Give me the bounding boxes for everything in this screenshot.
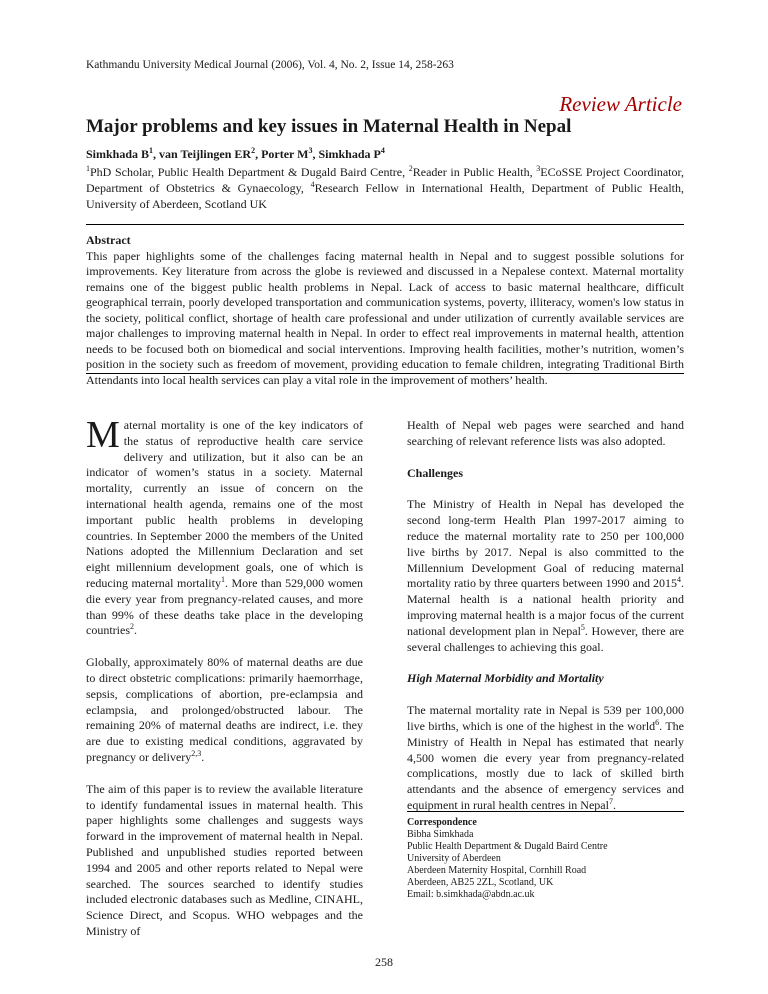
author-marker: 3 (308, 146, 313, 155)
paragraph-text: . More than 529,000 women die every year from pregnancy-related causes, and more than 99% of these deaths take place in the developing countries (86, 575, 364, 638)
article-title: Major problems and key issues in Maternal Health in Nepal (86, 116, 572, 137)
correspondence-line: Public Health Department & Dugald Baird Centre (407, 841, 608, 852)
abstract-block (86, 233, 684, 388)
affiliation-text: ECoSSE Project Coordinator, Department of Obstetrics & Gynaecology, (86, 165, 685, 195)
journal-citation: Kathmandu University Medical Journal (2006), Vol. 4, No. 2, Issue 14, 258-263 (86, 59, 454, 71)
reference-marker: 1 (220, 574, 225, 584)
page-number: 258 (375, 955, 393, 969)
author-marker: 4 (380, 146, 385, 155)
abstract-bottom-rule (86, 373, 684, 374)
affiliation-text: PhD Scholar, Public Health Department & Dugald Baird Centre, (90, 165, 409, 179)
affiliation-marker: 3 (536, 164, 541, 173)
body-paragraph (407, 497, 684, 655)
correspondence-line: Aberdeen Maternity Hospital, Cornhill Road (407, 865, 587, 876)
author-name: Simkhada B (86, 147, 150, 161)
body-paragraph: The aim of this paper is to review the available literature to identify fundamental issues in maternal health. This paper highlights some challenges and suggests ways forward in the improvement of maternal health in Nepal. Published and unpublished studies reported between 1994 and 2005 and other reports related to Nepal were searched. The sources searched to identify studies included electronic databases such as Medline, CINAHL, Science Direct, and Scopus. WHO webpages and the Ministry of (86, 781, 363, 938)
correspondence-line: Bibha Simkhada (407, 829, 474, 840)
reference-marker: 4 (677, 575, 681, 585)
affiliation-marker: 1 (86, 164, 90, 173)
author-name: Porter M (261, 147, 309, 161)
reference-marker: 2,3 (191, 748, 202, 758)
affiliations (86, 164, 684, 212)
reference-marker: 2 (130, 622, 134, 632)
paragraph-text: . (201, 749, 205, 764)
correspondence-email[interactable]: Email: b.simkhada@abdn.ac.uk (407, 889, 535, 900)
reference-marker: 5 (580, 622, 585, 632)
affiliation-text: Reader in Public Health, (412, 165, 537, 179)
body-paragraph: Health of Nepal web pages were searched and hand searching of relevant reference lists was also adopted. (407, 418, 684, 448)
abstract-top-rule (86, 224, 684, 225)
author-name: Simkhada P (318, 147, 381, 161)
correspondence-rule (407, 811, 684, 812)
paragraph-text: . (612, 797, 616, 812)
article-type-label: Review Article (559, 92, 682, 116)
correspondence-line: University of Aberdeen (407, 853, 501, 864)
affiliation-marker: 2 (408, 164, 413, 173)
paragraph-text: . The Ministry of Health in Nepal has estimated that nearly 4,500 women die every year from pregnancy-related complications, mostly due to lack of skilled birth attendants and the absence of emergency services and equipment in rural health centres in Nepal (407, 718, 684, 812)
author-name: van Teijlingen ER (159, 147, 252, 161)
author-marker: 2 (251, 146, 256, 155)
author-marker: 1 (149, 146, 154, 155)
left-column (86, 414, 364, 956)
drop-cap: M (86, 414, 120, 456)
affiliation-text: Research Fellow in International Health, Department of Public Health, University of Aberdeen, Scotland UK (86, 181, 685, 211)
right-column (407, 418, 684, 830)
paragraph-text: Globally, approximately 80% of maternal deaths are due to direct obstetric complications: primarily haemorrhage, sepsis, complications of abortion, pre-eclampsia and eclampsia, and prolonged/obstructed labour. The remaining 20% of maternal deaths are indirect, i.e. they are due to existing medical conditions, aggravated by pregnancy or delivery (86, 655, 363, 764)
correspondence-line: Aberdeen, AB25 2ZL, Scotland, UK (407, 877, 554, 888)
abstract-heading: Abstract (86, 233, 131, 247)
paragraph-text: . However, there are several challenges to achieving this goal. (407, 623, 684, 654)
correspondence-box (407, 811, 684, 901)
author-list: Simkhada $B^1$, van Teijlingen $ER^2$, Porter $M^3$, Simkhada $P^4$ (86, 146, 385, 161)
body-paragraph (86, 655, 363, 766)
paragraph-text: aternal mortality is one of the key indicators of the status of reproductive health care service delivery and utilization, but it also can be an indicator of women’s status in a society. Maternal mortality, currently an issue of concern on the international health agenda, remains one of the most important public health problems in developing countries. In September 2000 the members of the United Nations adopted the Millennium Declaration and set eight millennium development goals, one of which is reducing maternal mortality (86, 418, 363, 590)
reference-marker: 7 (608, 796, 613, 806)
abstract-text: This paper highlights some of the challenges facing maternal health in Nepal and to suggest possible solutions for improvements. Key literature from across the globe is reviewed and discussed in a Nepalese context. Maternal mortality remains one of the biggest public health problems in Nepal. Lack of access to basic maternal healthcare, difficult geographical terrain, poorly developed transportation and communication systems, poverty, illiteracy, women's low status in the society, political conflict, shortage of health care professional and under utilization of currently available services are major challenges to improving maternal health in Nepal. In order to effect real improvements in maternal health, attention needs to be focused both on biomedical and social interventions. Improving health facilities, mother’s nutrition, women’s position in the society such as freedom of movement, providing education to female children, integrating Traditional Birth Attendants into local health services can play a vital role in the improvement of mothers’ health. (86, 248, 684, 387)
body-paragraph (86, 414, 364, 639)
body-paragraph (407, 703, 684, 814)
subsection-heading: High Maternal Morbidity and Mortality (407, 671, 604, 686)
section-heading-challenges: Challenges (407, 465, 464, 480)
reference-marker: 6 (655, 717, 660, 727)
paragraph-text: The maternal mortality rate in Nepal is 539 per 100,000 live births, which is one of the highest in the world (407, 703, 684, 733)
paragraph-text: . Maternal health is a national health priority and improving maternal health is a major focus of the current national development plan in Nepal (407, 576, 684, 638)
paragraph-text: The Ministry of Health in Nepal has developed the second long-term Health Plan 1997-2017 aiming to reduce the maternal mortality rate to 250 per 100,000 live births by 2017. Nepal is also committed to the Millennium Development Goal of reducing maternal mortality ratio by three quarters between 1990 and 2015 (407, 497, 684, 591)
paragraph-text: . (134, 623, 137, 638)
affiliation-marker: 4 (310, 180, 315, 189)
correspondence-label: Correspondence (407, 817, 477, 828)
